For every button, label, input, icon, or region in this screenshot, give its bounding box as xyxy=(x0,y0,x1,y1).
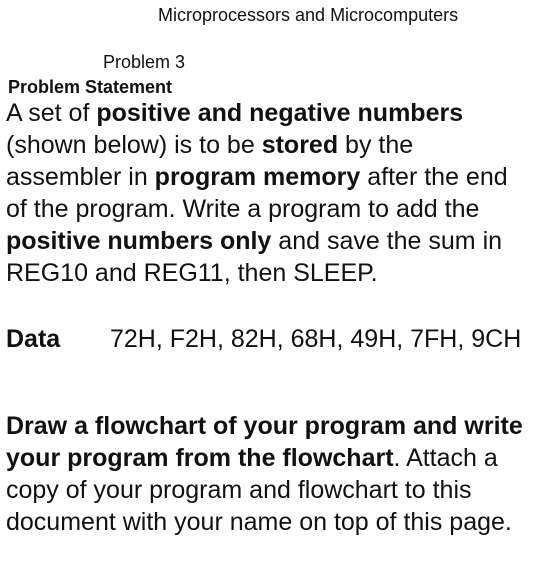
statement-text: after the end of the program. Write a program to add the xyxy=(6,163,508,223)
data-values: 72H, F2H, 82H, 68H, 49H, 7FH, 9CH xyxy=(110,325,522,353)
statement-emphasis: program memory xyxy=(154,163,361,191)
data-block xyxy=(6,323,532,355)
statement-text: (shown below) is to be xyxy=(6,131,262,159)
instructions xyxy=(6,410,532,538)
statement-text: and save the sum in REG10 and REG11, then SLEEP. xyxy=(6,227,503,287)
instructions-period: . xyxy=(393,444,401,472)
problem-statement xyxy=(6,97,532,289)
problem-number: Problem 3 xyxy=(103,52,186,72)
statement-emphasis: positive and negative numbers xyxy=(96,99,464,127)
statement-text: by the assembler in xyxy=(6,131,414,191)
statement-text: A set of xyxy=(6,99,97,127)
section-heading: Problem Statement xyxy=(8,77,173,97)
instructions-emphasis: Draw a flowchart of your program and write your program from the flowchart xyxy=(6,412,523,472)
statement-emphasis: positive numbers only xyxy=(6,227,272,255)
instructions-text: Attach a copy of your program and flowchart to this document with your name on top of this page. xyxy=(6,444,512,536)
data-label: Data xyxy=(6,325,61,353)
statement-emphasis: stored xyxy=(261,131,339,159)
course-title: Microprocessors and Microcomputers xyxy=(158,5,459,25)
